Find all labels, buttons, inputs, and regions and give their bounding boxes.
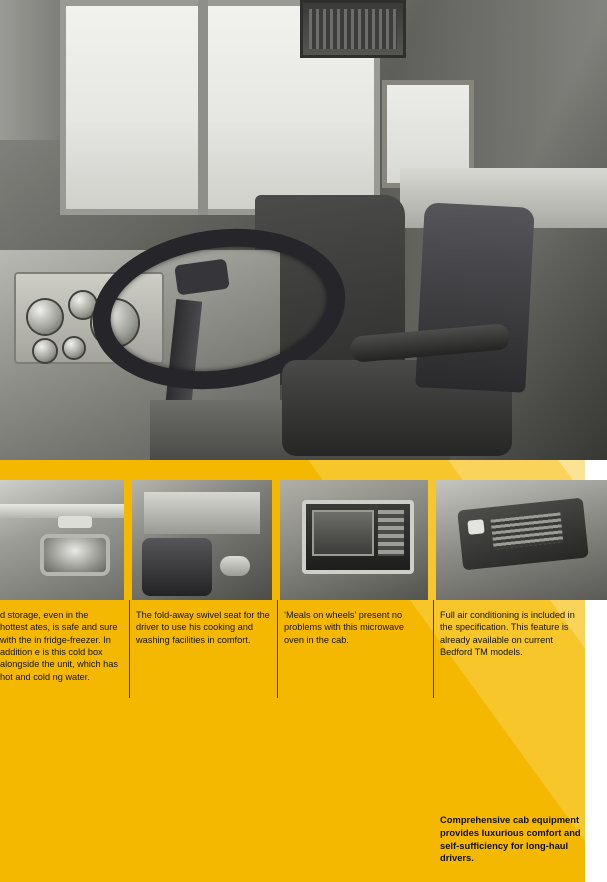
cab-panel: [144, 492, 260, 534]
gauge-icon: [34, 340, 56, 362]
caption-swivel-seat: The fold-away swivel seat for the driver to use his cooking and washing facilities in comfort.: [136, 610, 270, 645]
tap-icon: [58, 516, 92, 528]
caption-cold-storage: d storage, even in the hottest ates, is safe and sure with the in fridge-freezer. In addition e is this cold box alongside the unit, which has hot and cold ng water.: [0, 610, 118, 682]
gauge-icon: [28, 300, 62, 334]
microwave-oven: [302, 500, 414, 574]
thumbnail-strip: [0, 480, 607, 600]
sink-basin: [40, 534, 110, 576]
thumbnail-microwave: [280, 480, 428, 600]
caption-row: [0, 600, 607, 710]
microwave-door: [312, 510, 374, 556]
seat-adjuster-knob: [220, 556, 250, 576]
gauge-icon: [64, 338, 84, 358]
thumbnail-air-conditioning: [436, 480, 607, 600]
caption-air-conditioning: Full air conditioning is included in the specification. This feature is already available on current Bedford TM models.: [440, 610, 575, 658]
thumbnail-swivel-seat: [132, 480, 272, 600]
swivel-seat: [142, 538, 212, 596]
roof-vent: [300, 0, 406, 58]
caption-microwave: ‘Meals on wheels’ present no problems with this microwave oven in the cab.: [284, 610, 404, 645]
summary-statement: Comprehensive cab equipment provides luxurious comfort and self-sufficiency for long-haul drivers.: [440, 814, 581, 864]
microwave-control-panel: [378, 510, 404, 556]
cab-headliner: [0, 0, 60, 140]
thumbnail-kitchen: [0, 480, 124, 600]
driver-seat-back: [415, 202, 535, 393]
cab-light-icon: [467, 519, 484, 535]
